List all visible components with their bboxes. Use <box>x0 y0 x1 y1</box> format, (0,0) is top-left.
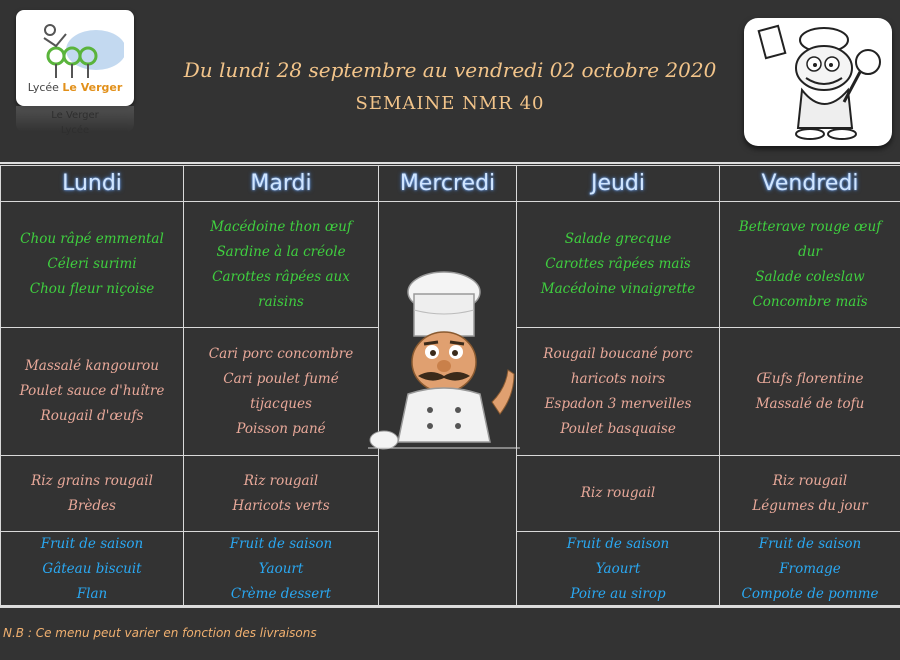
menu-item: Sardine à la créole <box>216 243 346 260</box>
menu-item: Crème dessert <box>230 586 332 602</box>
sides-mardi <box>184 456 379 532</box>
school-logo <box>16 10 134 106</box>
menu-item: Haricots verts <box>232 497 330 514</box>
menu-item: Céleri surimi <box>47 256 137 272</box>
footer-divider <box>0 605 900 607</box>
sides-lundi <box>1 456 184 532</box>
menu-item: Macédoine thon œuf <box>210 218 352 235</box>
starters-lundi <box>1 202 184 328</box>
menu-item: Yaourt <box>258 561 304 577</box>
menu-item: Riz rougail <box>580 485 656 501</box>
menu-item: Rougail d'œufs <box>40 408 144 424</box>
menu-item: Fruit de saison <box>40 536 144 552</box>
menu-item: haricots noirs <box>570 370 666 387</box>
menu-item: Poulet basquaise <box>560 420 676 437</box>
mains-vendredi <box>720 328 900 456</box>
menu-item: Massalé de tofu <box>755 395 865 412</box>
starters-jeudi <box>517 202 720 328</box>
school-logo-text: Lycée Le Verger <box>27 81 123 94</box>
menu-item: Salade grecque <box>564 231 672 247</box>
menu-item: dur <box>798 243 822 260</box>
sides-jeudi <box>517 456 720 532</box>
desserts-jeudi <box>517 532 720 608</box>
day-header-mardi: Mardi <box>184 166 379 202</box>
menu-item: Rougail boucané porc <box>543 345 693 362</box>
chef-illustration <box>368 270 520 460</box>
day-header-mercredi: Mercredi <box>379 166 517 202</box>
menu-item: Poulet sauce d'huître <box>19 383 165 399</box>
school-logo-icon <box>26 16 124 80</box>
menu-item: Riz grains rougail <box>31 472 153 489</box>
menu-item: raisins <box>258 293 304 310</box>
menu-item: Cari poulet fumé <box>223 370 339 387</box>
menu-item: Carottes râpées maïs <box>545 256 691 272</box>
mains-mardi <box>184 328 379 456</box>
day-header-jeudi: Jeudi <box>517 166 720 202</box>
menu-item: Espadon 3 merveilles <box>544 395 692 412</box>
day-header-vendredi: Vendredi <box>720 166 900 202</box>
menu-item: Carottes râpées aux <box>212 268 350 285</box>
menu-item: Salade coleslaw <box>755 268 865 285</box>
starters-vendredi <box>720 202 900 328</box>
menu-item: Œufs florentine <box>756 370 864 387</box>
desserts-mardi <box>184 532 379 608</box>
menu-item: Massalé kangourou <box>24 358 160 374</box>
menu-item: Poisson pané <box>236 420 326 437</box>
menu-item: Brèdes <box>68 497 116 514</box>
menu-item: Riz rougail <box>772 472 848 489</box>
garfield-chef-illustration <box>744 18 892 146</box>
sides-vendredi <box>720 456 900 532</box>
menu-item: Légumes du jour <box>752 497 868 514</box>
menu-item: Cari porc concombre <box>208 345 354 362</box>
menu-item: Fruit de saison <box>758 536 862 552</box>
menu-item: Poire au sirop <box>570 586 666 602</box>
day-header-row <box>1 166 900 202</box>
menu-item: Yaourt <box>595 561 641 577</box>
menu-item: Fruit de saison <box>566 536 670 552</box>
menu-date-range: Du lundi 28 septembre au vendredi 02 octobre 2020 <box>183 58 717 82</box>
desserts-vendredi <box>720 532 900 608</box>
menu-item: Fruit de saison <box>229 536 333 552</box>
menu-item: Gâteau biscuit <box>42 561 142 577</box>
school-logo-reflection: Lycée Le Verger <box>16 106 134 132</box>
menu-item: Compote de pomme <box>741 586 879 602</box>
menu-item: Chou râpé emmental <box>20 231 164 247</box>
menu-item: Chou fleur niçoise <box>29 281 155 297</box>
menu-item: Concombre maïs <box>752 293 868 310</box>
menu-item: Flan <box>76 586 108 602</box>
header-divider <box>0 162 900 164</box>
menu-item: Riz rougail <box>243 472 319 489</box>
page-header <box>0 0 900 163</box>
starters-mardi <box>184 202 379 328</box>
menu-week-number: SEMAINE NMR 40 <box>355 93 545 114</box>
menu-item: Macédoine vinaigrette <box>540 281 696 297</box>
menu-disclaimer: N.B : Ce menu peut varier en fonction des livraisons <box>3 626 317 640</box>
desserts-lundi <box>1 532 184 608</box>
mains-jeudi <box>517 328 720 456</box>
menu-item: tijacques <box>250 395 312 412</box>
day-header-lundi: Lundi <box>1 166 184 202</box>
mains-lundi <box>1 328 184 456</box>
menu-item: Betterave rouge œuf <box>738 218 882 235</box>
menu-item: Fromage <box>779 561 841 577</box>
